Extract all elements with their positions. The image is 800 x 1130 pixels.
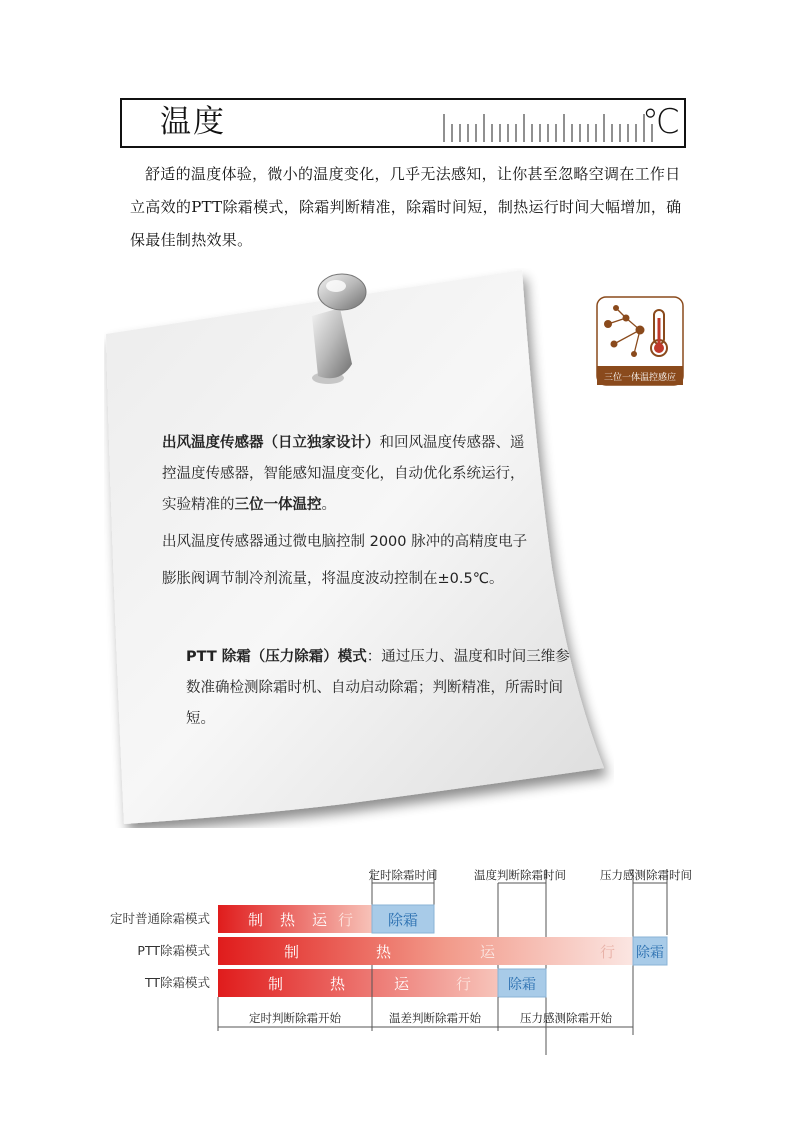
page-title: 温度	[160, 104, 226, 140]
note-bold-sensor: 出风温度传感器（日立独家设计）	[162, 435, 380, 451]
label-temp-defrost-time: 温度判断除霜时间	[474, 868, 566, 882]
svg-text:制: 制	[284, 943, 300, 961]
svg-text:热: 热	[376, 943, 392, 961]
defrost-timing-chart	[90, 855, 710, 1055]
note-bold-trinity: 三位一体温控	[234, 497, 322, 513]
label-timed-judge-start: 定时判断除霜开始	[249, 1011, 341, 1025]
badge-caption: 三位一体温控感应	[603, 373, 677, 383]
note-text-ptt: ：通过压力、温度和时间三维参数准确检测除霜时机、自动启动除霜；判断精准，所需时间短。	[186, 649, 570, 727]
celsius-symbol: ℃	[641, 102, 680, 142]
note-text-end: 。	[321, 497, 336, 513]
intro-paragraph: 舒适的温度体验，微小的温度变化，几乎无法感知，让你甚至忽略空调在工作日立高效的PTT除霜模式，除霜判断精准，除霜时间短，制热运行时间大幅增加，确保最佳制热效果。	[130, 165, 682, 249]
title-bar	[120, 98, 686, 148]
row-name-tt: TT除霜模式	[144, 975, 210, 990]
note-paragraph-valve: 出风温度传感器通过微电脑控制 2000 脉冲的高精度电子膨胀阀调节制冷剂流量，将温度波动控制在±0.5℃。	[162, 534, 528, 587]
thermometer-sensor-icon	[596, 296, 684, 386]
note-text-sensors: 和回风温度传感器、遥控温度传感器，智能感知温度变化，自动优化系统运行，实验精准的	[162, 435, 525, 513]
label-pressure-defrost-time: 压力感测除霜时间	[600, 868, 692, 882]
defrost-label-tt: 除霜	[508, 977, 536, 993]
svg-text:热: 热	[330, 975, 346, 993]
label-timed-defrost-time: 定时除霜时间	[368, 868, 438, 882]
sticky-note	[104, 268, 614, 828]
svg-text:运: 运	[480, 943, 496, 961]
run-bar-ptt	[218, 937, 633, 965]
svg-text:制: 制	[268, 975, 284, 993]
svg-text:行: 行	[338, 911, 354, 929]
svg-text:运: 运	[394, 975, 410, 993]
svg-text:热: 热	[280, 911, 296, 929]
svg-text:行: 行	[600, 943, 616, 961]
note-paragraph-ptt	[186, 642, 570, 735]
row-name-timed: 定时普通除霜模式	[109, 911, 210, 926]
svg-text:行: 行	[456, 975, 472, 993]
ruler-graphic	[440, 100, 654, 146]
label-tempdiff-judge-start: 温差判断除霜开始	[389, 1011, 481, 1025]
row-name-ptt: PTT除霜模式	[137, 943, 210, 958]
svg-text:制: 制	[248, 911, 264, 929]
note-paragraph-sensors	[162, 428, 532, 521]
trinity-temp-control-badge	[596, 296, 684, 386]
label-pressure-start: 压力感测除霜开始	[520, 1011, 612, 1025]
svg-text:运: 运	[312, 911, 328, 929]
defrost-label-ptt: 除霜	[636, 945, 664, 961]
defrost-label-timed: 除霜	[387, 911, 419, 929]
note-bold-ptt: PTT 除霜（压力除霜）模式	[186, 649, 367, 665]
